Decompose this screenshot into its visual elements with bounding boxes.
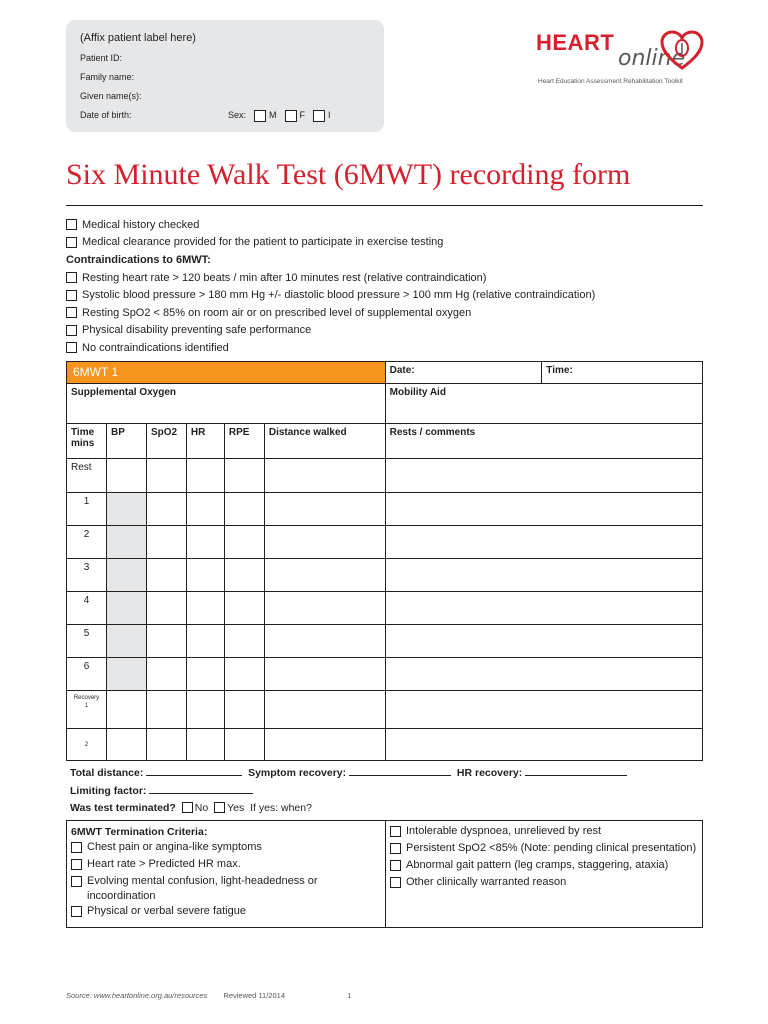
heart-online-logo xyxy=(536,28,706,90)
hr-recovery-label: HR recovery: xyxy=(456,767,523,779)
spo2-cell[interactable] xyxy=(146,625,186,658)
dob-label[interactable]: Date of birth: xyxy=(80,110,132,120)
row-label: Rest xyxy=(67,459,107,493)
checklist-item xyxy=(66,339,703,357)
bp-cell-shaded xyxy=(106,592,146,625)
recovery-minute: 1 xyxy=(84,703,89,709)
checkbox[interactable] xyxy=(66,237,77,248)
rpe-cell[interactable] xyxy=(224,729,264,761)
checklist-text: Systolic blood pressure > 180 mm Hg +/- diastolic blood pressure > 100 mm Hg (relative contraindication) xyxy=(82,289,596,302)
checkbox[interactable] xyxy=(71,842,82,853)
hr-cell[interactable] xyxy=(186,729,224,761)
row-label-recovery xyxy=(67,691,107,729)
post-test-fields xyxy=(70,765,627,818)
row-label: 3 xyxy=(67,559,107,592)
spo2-cell[interactable] xyxy=(146,691,186,729)
bp-cell-shaded xyxy=(106,526,146,559)
family-name-field[interactable] xyxy=(80,68,370,87)
sex-label: Sex: xyxy=(228,110,247,120)
criterion-text: Other clinically warranted reason xyxy=(406,876,567,888)
criterion-text: Heart rate > Predicted HR max. xyxy=(87,858,241,870)
criterion-item xyxy=(71,874,381,904)
page-footer xyxy=(66,991,351,1000)
bp-cell[interactable] xyxy=(106,691,146,729)
distance-cell[interactable] xyxy=(264,691,385,729)
limiting-factor-input[interactable] xyxy=(149,784,253,794)
spo2-cell[interactable] xyxy=(146,658,186,691)
hr-cell[interactable] xyxy=(186,625,224,658)
given-names-label: Given name(s): xyxy=(80,91,142,101)
sex-f-label: F xyxy=(299,110,306,120)
patient-label-box xyxy=(66,20,384,132)
hr-recovery-input[interactable] xyxy=(525,766,627,776)
checklist-text: Physical disability preventing safe performance xyxy=(82,324,312,337)
spo2-cell[interactable] xyxy=(146,526,186,559)
checkbox[interactable] xyxy=(66,290,77,301)
row-label: 2 xyxy=(67,526,107,559)
date-field[interactable]: Date: xyxy=(385,362,542,384)
checkbox[interactable] xyxy=(71,876,82,887)
termination-heading: 6MWT Termination Criteria: xyxy=(71,826,208,838)
checkbox[interactable] xyxy=(66,219,77,230)
row-label: 4 xyxy=(67,592,107,625)
spo2-cell[interactable] xyxy=(146,592,186,625)
symptom-recovery-input[interactable] xyxy=(349,766,451,776)
row-label: 2 xyxy=(67,729,107,761)
recording-table xyxy=(66,361,703,761)
col-bp: BP xyxy=(106,424,146,459)
table-row xyxy=(67,459,703,493)
checklist-text: No contraindications identified xyxy=(82,341,229,354)
title-divider xyxy=(66,205,703,206)
table-row xyxy=(67,526,703,559)
checkbox[interactable] xyxy=(71,906,82,917)
distance-cell[interactable] xyxy=(264,559,385,592)
col-time-mins: Time mins xyxy=(67,424,107,459)
col-distance-walked: Distance walked xyxy=(264,424,385,459)
checkbox[interactable] xyxy=(66,325,77,336)
rpe-cell[interactable] xyxy=(224,625,264,658)
table-row xyxy=(67,729,703,761)
heart-icon xyxy=(660,30,704,72)
mobility-aid-field[interactable]: Mobility Aid xyxy=(385,384,702,424)
comments-cell[interactable] xyxy=(385,493,702,526)
sex-f-checkbox[interactable] xyxy=(285,110,297,122)
criterion-text: Persistent SpO2 <85% (Note: pending clinical presentation) xyxy=(406,842,697,854)
termination-left-column xyxy=(67,821,386,927)
checklist-text: Medical history checked xyxy=(82,218,200,231)
criterion-item xyxy=(390,841,698,858)
criterion-item xyxy=(71,904,381,921)
comments-cell[interactable] xyxy=(385,625,702,658)
comments-cell[interactable] xyxy=(385,459,702,493)
comments-cell[interactable] xyxy=(385,729,702,761)
row-label: 5 xyxy=(67,625,107,658)
comments-cell[interactable] xyxy=(385,559,702,592)
comments-cell[interactable] xyxy=(385,526,702,559)
hr-cell[interactable] xyxy=(186,691,224,729)
distance-cell[interactable] xyxy=(264,658,385,691)
col-hr: HR xyxy=(186,424,224,459)
table-row xyxy=(67,592,703,625)
family-name-label: Family name: xyxy=(80,72,135,82)
recovery-label: Recovery xyxy=(73,695,100,701)
bp-cell[interactable] xyxy=(106,459,146,493)
distance-cell[interactable] xyxy=(264,459,385,493)
checkbox[interactable] xyxy=(66,342,77,353)
table-row xyxy=(67,493,703,526)
sex-m-label: M xyxy=(269,110,277,120)
terminated-no-checkbox[interactable] xyxy=(182,802,193,813)
patient-id-label: Patient ID: xyxy=(80,53,123,63)
checkbox[interactable] xyxy=(71,859,82,870)
col-rpe: RPE xyxy=(224,424,264,459)
rpe-cell[interactable] xyxy=(224,658,264,691)
terminated-row xyxy=(70,800,627,818)
supplemental-oxygen-field[interactable]: Supplemental Oxygen xyxy=(67,384,386,424)
checkbox[interactable] xyxy=(390,826,401,837)
yes-label: Yes xyxy=(227,802,245,814)
checklist-item xyxy=(66,286,703,304)
distance-cell[interactable] xyxy=(264,592,385,625)
logo-online-text: online xyxy=(618,46,686,71)
terminated-label: Was test terminated? xyxy=(70,802,176,814)
checkbox[interactable] xyxy=(66,307,77,318)
hr-cell[interactable] xyxy=(186,526,224,559)
checklist-text: Resting SpO2 < 85% on room air or on prescribed level of supplemental oxygen xyxy=(82,306,472,319)
criterion-text: Physical or verbal severe fatigue xyxy=(87,905,246,917)
checklist-item xyxy=(66,322,703,340)
no-label: No xyxy=(194,802,209,814)
rpe-cell[interactable] xyxy=(224,526,264,559)
comments-cell[interactable] xyxy=(385,592,702,625)
logo-heart-text: HEART xyxy=(536,30,615,55)
sex-i-checkbox[interactable] xyxy=(313,110,325,122)
rpe-cell[interactable] xyxy=(224,559,264,592)
hr-cell[interactable] xyxy=(186,459,224,493)
criterion-item xyxy=(390,824,698,841)
sex-m-checkbox[interactable] xyxy=(254,110,266,122)
page-number: 1 xyxy=(347,991,352,1000)
total-distance-input[interactable] xyxy=(146,766,242,776)
checkbox[interactable] xyxy=(390,877,401,888)
criterion-text: Chest pain or angina-like symptoms xyxy=(87,841,262,853)
affix-label: (Affix patient label here) xyxy=(80,32,196,44)
limiting-factor-label: Limiting factor: xyxy=(70,784,147,797)
termination-right-column xyxy=(386,821,702,927)
col-spo2: SpO2 xyxy=(146,424,186,459)
table-row xyxy=(67,691,703,729)
sex-i-label: I xyxy=(328,110,331,120)
spo2-cell[interactable] xyxy=(146,493,186,526)
criterion-text: Abnormal gait pattern (leg cramps, staggering, ataxia) xyxy=(406,859,669,871)
bp-cell-shaded xyxy=(106,493,146,526)
hr-cell[interactable] xyxy=(186,493,224,526)
checklist-text: Resting heart rate > 120 beats / min after 10 minutes rest (relative contraindication) xyxy=(82,271,487,284)
table-row xyxy=(67,559,703,592)
rpe-cell[interactable] xyxy=(224,493,264,526)
table-row xyxy=(67,658,703,691)
symptom-recovery-label: Symptom recovery: xyxy=(248,767,347,779)
checklist-text: Medical clearance provided for the patient to participate in exercise testing xyxy=(82,236,444,249)
hr-cell[interactable] xyxy=(186,592,224,625)
row-label: 6 xyxy=(67,658,107,691)
termination-criteria-box xyxy=(66,820,703,928)
bp-cell-shaded xyxy=(106,625,146,658)
col-rests-comments: Rests / comments xyxy=(385,424,702,459)
criterion-text: Evolving mental confusion, light-headedness or incoordination xyxy=(87,875,318,902)
hr-cell[interactable] xyxy=(186,559,224,592)
hr-cell[interactable] xyxy=(186,658,224,691)
dob-row xyxy=(80,106,370,125)
checkbox[interactable] xyxy=(390,843,401,854)
bp-cell-shaded xyxy=(106,559,146,592)
checklist-item xyxy=(66,269,703,287)
total-distance-label: Total distance: xyxy=(70,767,144,779)
row-label: 1 xyxy=(67,493,107,526)
test-header: 6MWT 1 xyxy=(67,362,386,384)
page-title: Six Minute Walk Test (6MWT) recording form xyxy=(66,158,631,191)
criterion-item xyxy=(390,858,698,875)
rpe-cell[interactable] xyxy=(224,459,264,493)
reviewed-date: Reviewed 11/2014 xyxy=(223,991,285,1000)
rpe-cell[interactable] xyxy=(224,691,264,729)
bp-cell-shaded xyxy=(106,658,146,691)
terminated-yes-checkbox[interactable] xyxy=(214,802,225,813)
distance-cell[interactable] xyxy=(264,493,385,526)
rpe-cell[interactable] xyxy=(224,592,264,625)
checkbox[interactable] xyxy=(390,860,401,871)
logo-tagline: Heart Education Assessment Rehabilitation Toolkit xyxy=(538,78,683,85)
source-link[interactable]: Source: www.heartonline.org.au/resources xyxy=(66,991,208,1000)
criterion-item xyxy=(71,840,381,857)
criterion-item xyxy=(71,857,381,874)
given-names-field[interactable] xyxy=(80,87,370,106)
totals-row xyxy=(70,765,627,783)
comments-cell[interactable] xyxy=(385,658,702,691)
spo2-cell[interactable] xyxy=(146,459,186,493)
sex-group xyxy=(228,106,331,125)
bp-cell[interactable] xyxy=(106,729,146,761)
distance-cell[interactable] xyxy=(264,625,385,658)
checkbox[interactable] xyxy=(66,272,77,283)
spo2-cell[interactable] xyxy=(146,559,186,592)
pretest-checklist xyxy=(66,216,703,357)
time-field[interactable]: Time: xyxy=(542,362,703,384)
limiting-factor-row xyxy=(70,783,627,801)
criterion-text: Intolerable dyspnoea, unrelieved by rest xyxy=(406,825,602,837)
comments-cell[interactable] xyxy=(385,691,702,729)
if-yes-label: If yes: when? xyxy=(250,802,312,814)
contraindications-heading: Contraindications to 6MWT: xyxy=(66,253,211,266)
distance-cell[interactable] xyxy=(264,526,385,559)
checklist-item xyxy=(66,304,703,322)
checklist-item xyxy=(66,216,703,234)
patient-id-field[interactable] xyxy=(80,49,370,68)
table-row xyxy=(67,625,703,658)
checklist-item xyxy=(66,234,703,252)
spo2-cell[interactable] xyxy=(146,729,186,761)
distance-cell[interactable] xyxy=(264,729,385,761)
criterion-item xyxy=(390,875,698,892)
